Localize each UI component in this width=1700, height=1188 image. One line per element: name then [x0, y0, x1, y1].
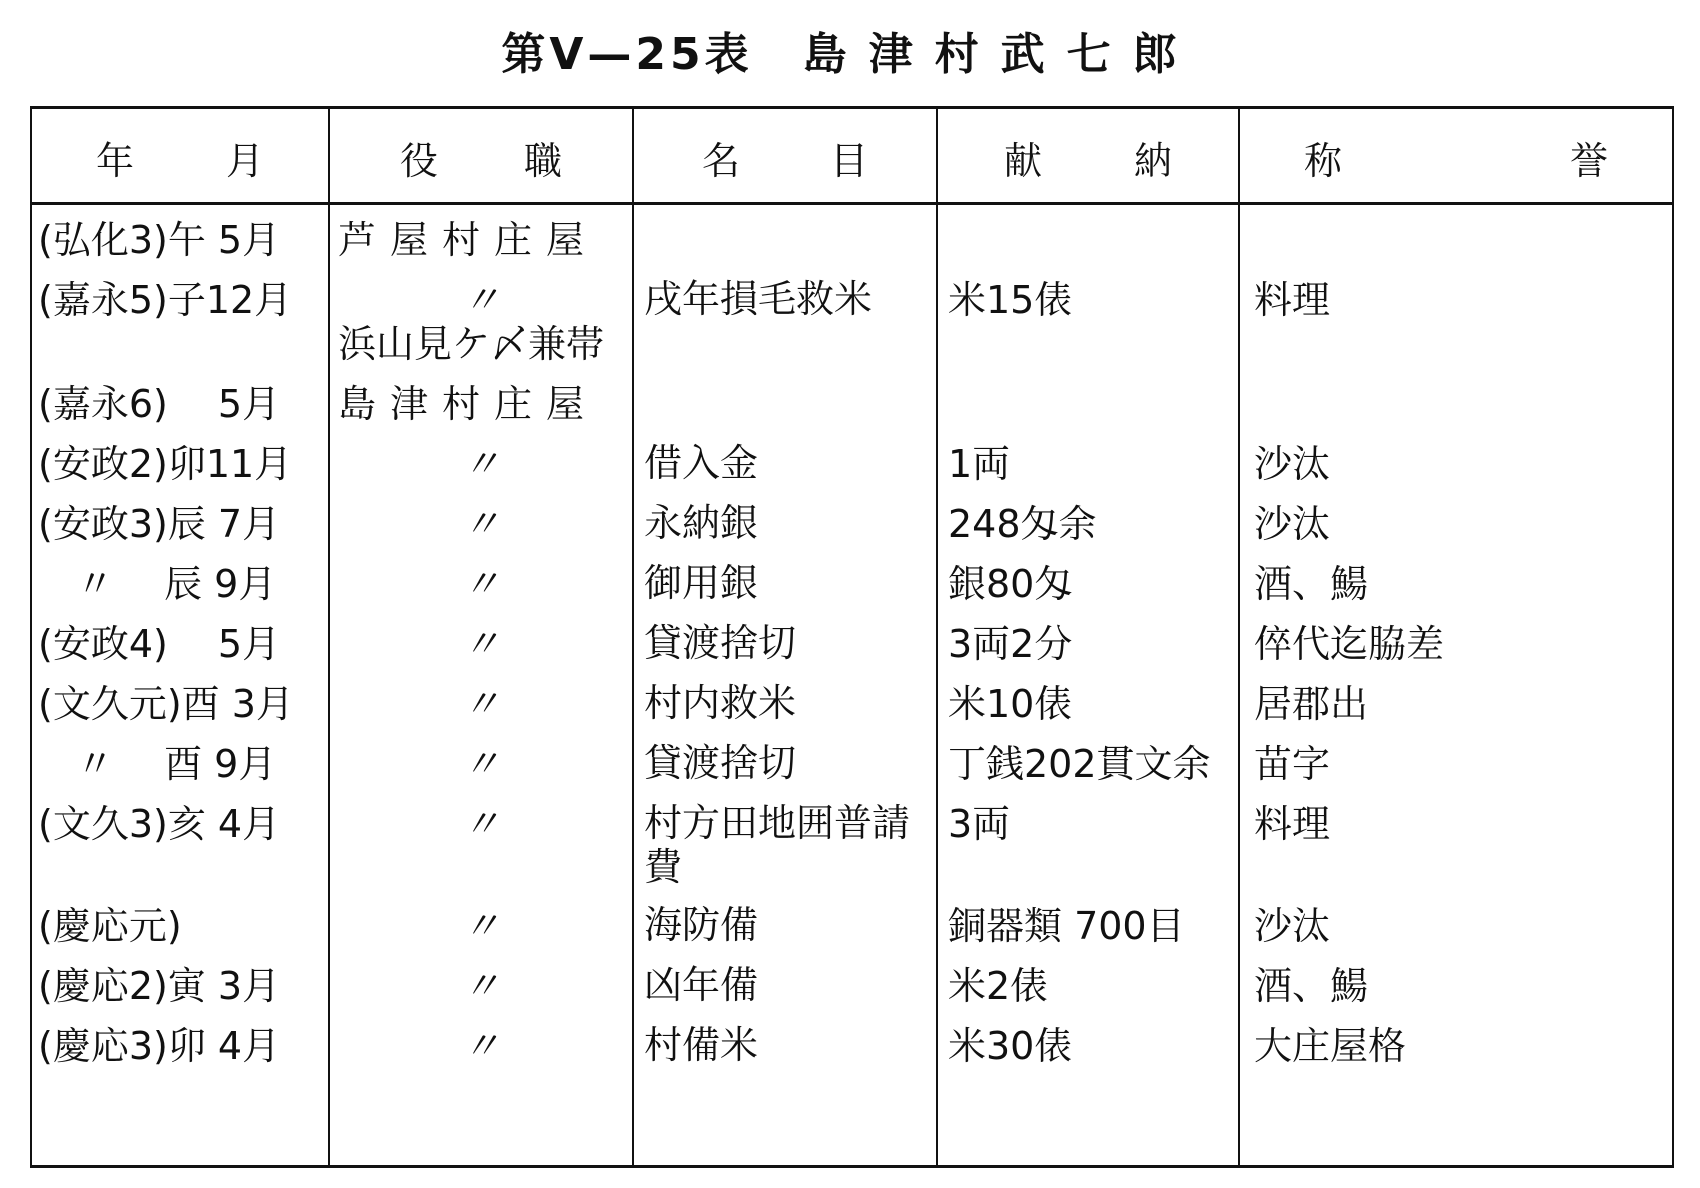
cell-date: 〃 辰 9月 [38, 562, 277, 606]
cell-role: 浜山見ケ〆兼帯 [338, 322, 605, 366]
cell-role: 〃 [461, 964, 500, 1008]
cell-gift: 米2俵 [948, 964, 1049, 1008]
data-table [30, 106, 1674, 1168]
table-row [32, 741, 1672, 801]
cell-honor: 酒、鰑 [1254, 964, 1369, 1008]
header-item: 名 目 [702, 138, 868, 183]
cell-gift: 米30俵 [948, 1024, 1073, 1068]
cell-item: 貸渡捨切 [644, 741, 797, 785]
cell-role: 芦屋村庄屋 [338, 218, 599, 262]
cell-honor: 沙汰 [1254, 442, 1331, 486]
cell-gift: 丁銭202貫文余 [948, 742, 1211, 786]
cell-role: 島津村庄屋 [338, 382, 599, 426]
table-row [32, 321, 1672, 381]
cell-date: 〃 酉 9月 [38, 742, 277, 786]
cell-date: (慶応3)卯 4月 [38, 1024, 281, 1068]
header-gift: 献 納 [1004, 138, 1172, 183]
table-row [32, 501, 1672, 561]
table-row [32, 801, 1672, 889]
cell-item: 貸渡捨切 [644, 621, 797, 665]
cell-role: 〃 [461, 904, 500, 948]
cell-item: 戌年損毛救米 [644, 277, 873, 321]
cell-honor: 居郡出 [1254, 682, 1369, 726]
cell-date: (弘化3)午 5月 [38, 218, 281, 262]
cell-honor: 酒、鰑 [1254, 562, 1369, 606]
cell-gift: 米10俵 [948, 682, 1073, 726]
table-row [32, 963, 1672, 1023]
cell-role: 〃 [461, 502, 500, 546]
cell-date: (慶応2)寅 3月 [38, 964, 281, 1008]
table-row [32, 1023, 1672, 1083]
cell-role: 〃 [461, 682, 500, 726]
cell-item: 村内救米 [644, 681, 797, 725]
header-rule [32, 202, 1672, 205]
table-row [32, 217, 1672, 277]
cell-item: 永納銀 [644, 501, 759, 545]
table-title [0, 18, 1700, 82]
cell-role: 〃 [461, 1024, 500, 1068]
table-row [32, 441, 1672, 501]
header-honor: 称 誉 [1304, 138, 1608, 183]
cell-date: (文久元)酉 3月 [38, 682, 294, 726]
cell-honor: 沙汰 [1254, 502, 1331, 546]
cell-item: 凶年備 [644, 963, 759, 1007]
table-row [32, 561, 1672, 621]
header-role: 役 職 [400, 138, 562, 183]
table-row [32, 381, 1672, 441]
header-date: 年 月 [96, 138, 264, 183]
cell-honor: 料理 [1254, 278, 1331, 322]
table-row [32, 681, 1672, 741]
cell-gift: 3両2分 [948, 622, 1073, 666]
cell-item: 海防備 [644, 903, 759, 947]
cell-honor: 大庄屋格 [1254, 1024, 1407, 1068]
cell-date: (嘉永6) 5月 [38, 382, 281, 426]
cell-honor: 苗字 [1254, 742, 1331, 786]
cell-gift: 銀80匁 [948, 562, 1073, 606]
table-row [32, 903, 1672, 963]
cell-date: (安政2)卯11月 [38, 442, 293, 486]
cell-item: 村方田地囲普請費 [644, 801, 911, 889]
table-row [32, 621, 1672, 681]
cell-gift: 3両 [948, 802, 1011, 846]
cell-gift: 248匁余 [948, 502, 1097, 546]
cell-item: 借入金 [644, 441, 759, 485]
cell-honor: 沙汰 [1254, 904, 1331, 948]
cell-role: 〃 [461, 442, 500, 486]
cell-date: (慶応元) [38, 904, 182, 948]
cell-role: 〃 [461, 562, 500, 606]
cell-item: 御用銀 [644, 561, 759, 605]
table-subject: 島津村武七郎 [802, 29, 1199, 80]
cell-role: 〃 [461, 802, 500, 846]
table-number: 第V—25表 [501, 29, 753, 80]
cell-date: (嘉永5)子12月 [38, 278, 293, 322]
cell-date: (文久3)亥 4月 [38, 802, 281, 846]
cell-date: (安政3)辰 7月 [38, 502, 281, 546]
cell-gift: 銅器類 700目 [948, 904, 1185, 948]
cell-honor: 倅代迄脇差 [1254, 622, 1445, 666]
cell-gift: 米15俵 [948, 278, 1073, 322]
cell-gift: 1両 [948, 442, 1011, 486]
cell-item: 村備米 [644, 1023, 759, 1067]
cell-role: 〃 [461, 278, 500, 322]
cell-role: 〃 [461, 622, 500, 666]
cell-honor: 料理 [1254, 802, 1331, 846]
cell-date: (安政4) 5月 [38, 622, 281, 666]
cell-role: 〃 [461, 742, 500, 786]
